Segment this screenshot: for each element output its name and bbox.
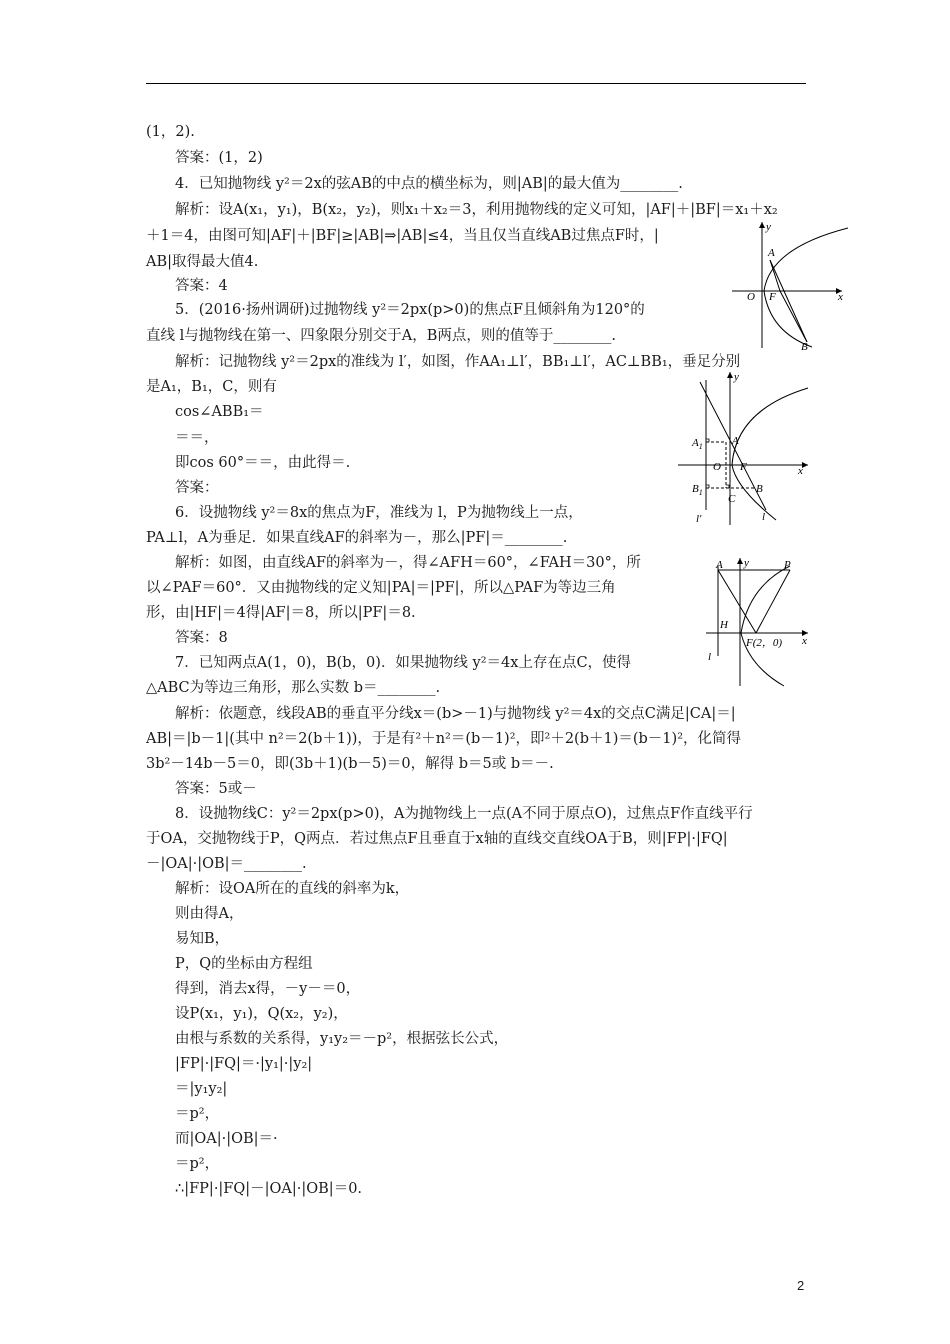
page-number: 2	[797, 1278, 805, 1293]
text-line: 解析：依题意，线段AB的垂直平分线x＝(b>－1)与抛物线 y²＝4x的交点C满足|CA|＝|	[175, 706, 736, 722]
text-line: AB|取得最大值4.	[146, 254, 259, 270]
answer-line: 答案：5或－	[175, 781, 257, 797]
text-line: 形，由|HF|＝4得|AF|＝8，所以|PF|＝8.	[146, 605, 416, 621]
label-l: l	[762, 511, 766, 523]
label-B1: $B_1$	[692, 483, 703, 497]
label-l-prime: l′	[696, 513, 702, 525]
label-x: x	[798, 465, 803, 477]
text-line: |FP|·|FQ|＝·|y₁|·|y₂|	[175, 1056, 313, 1072]
text-line: 是A₁，B₁，C，则有	[146, 379, 277, 395]
problem-7: 7．已知两点A(1，0)，B(b，0)．如果抛物线 y²＝4x上存在点C，使得	[175, 655, 632, 671]
header-rule	[146, 83, 806, 84]
label-A: A	[716, 559, 723, 571]
label-A1: $A_1$	[692, 437, 703, 451]
label-x: x	[802, 635, 807, 647]
label-F: F	[740, 461, 747, 473]
text-line: ＝p²，	[175, 1106, 220, 1122]
label-P: P	[784, 559, 791, 571]
text-line: PA⊥l，A为垂足．如果直线AF的斜率为－，那么|PF|＝________.	[146, 530, 568, 546]
text-line: 解析：如图，由直线AF的斜率为－，得∠AFH＝60°，∠FAH＝30°，所	[175, 555, 641, 571]
text-line: 而|OA|·|OB|＝·	[175, 1131, 278, 1147]
text-line: ∴|FP|·|FQ|－|OA|·|OB|＝0.	[175, 1181, 363, 1197]
label-l: l	[708, 651, 712, 663]
text-line: ＝＝，	[175, 430, 219, 446]
text-line: 设P(x₁，y₁)，Q(x₂，y₂)，	[175, 1006, 348, 1022]
label-A: A	[768, 247, 775, 259]
figure-triangle-paf	[704, 556, 814, 690]
problem-4: 4．已知抛物线 y²＝2x的弦AB的中点的横坐标为，则|AB|的最大值为________.	[175, 176, 683, 192]
text-line: 易知B，	[175, 931, 230, 947]
answer-line: 答案：(1，2)	[175, 150, 263, 166]
label-O: O	[747, 291, 755, 303]
problem-5: 5．(2016·扬州调研)过抛物线 y²＝2px(p>0)的焦点F且倾斜角为120°的	[175, 302, 645, 318]
answer-line: 答案：4	[175, 278, 228, 294]
text-line: ＋1＝4，由图可知|AF|＋|BF|≥|AB|⇒|AB|≤4，当且仅当直线AB过焦点F时，|	[146, 228, 659, 244]
label-O: O	[713, 461, 721, 473]
text-line: 以∠PAF＝60°．又由抛物线的定义知|PA|＝|PF|，所以△PAF为等边三角	[146, 580, 616, 596]
text-line: 解析：记抛物线 y²＝2px的准线为 l′，如图，作AA₁⊥l′，BB₁⊥l′，AC⊥BB₁，垂足分别	[175, 354, 741, 370]
answer-line: 答案：	[175, 480, 219, 496]
label-C: C	[728, 493, 736, 505]
figure-parabola-chord	[730, 220, 850, 353]
text-line: cos∠ABB₁＝	[175, 404, 264, 420]
answer-line: 答案：8	[175, 630, 228, 646]
label-H: H	[720, 619, 728, 631]
text-line: 解析：设OA所在的直线的斜率为k，	[175, 881, 410, 897]
label-y: y	[744, 557, 749, 569]
text-line: P，Q的坐标由方程组	[175, 956, 313, 972]
label-y: y	[766, 221, 771, 233]
label-F: F(2，0)	[746, 637, 783, 649]
text-line: (1，2).	[146, 124, 195, 140]
text-line: 则由得A，	[175, 906, 244, 922]
text-line: 得到，消去x得，－y－＝0，	[175, 981, 361, 997]
label-F: F	[769, 291, 776, 303]
text-line: 即cos 60°＝＝，由此得＝.	[175, 455, 351, 471]
text-line: ＝|y₁y₂|	[175, 1081, 228, 1097]
text-line: －|OA|·|OB|＝________.	[146, 856, 307, 872]
label-y: y	[734, 371, 739, 383]
text-line: 由根与系数的关系得，y₁y₂＝－p²，根据弦长公式，	[175, 1031, 509, 1047]
label-B: B	[756, 483, 763, 495]
text-line: AB|＝|b－1|(其中 n²＝2(b＋1))，于是有²＋n²＝(b－1)²，即²＋2(b＋1)＝(b－1)²，化简得	[146, 731, 742, 747]
problem-6: 6．设抛物线 y²＝8x的焦点为F，准线为 l，P为抛物线上一点，	[175, 505, 583, 521]
text-line: 直线 l与抛物线在第一、四象限分别交于A，B两点，则的值等于________.	[146, 328, 616, 344]
text-line: 3b²－14b－5＝0，即(3b＋1)(b－5)＝0，解得 b＝5或 b＝－.	[146, 756, 554, 772]
text-line: ＝p²，	[175, 1156, 220, 1172]
text-line: 解析：设A(x₁，y₁)，B(x₂，y₂)，则x₁＋x₂＝3，利用抛物线的定义可知，|AF|＋|BF|＝x₁＋x₂	[175, 202, 778, 218]
problem-8: 8．设抛物线C：y²＝2px(p>0)，A为抛物线上一点(A不同于原点O)，过焦点F作直线平行	[175, 806, 753, 822]
label-x: x	[838, 291, 843, 303]
label-A: A	[732, 435, 739, 447]
text-line: △ABC为等边三角形，那么实数 b＝________.	[146, 680, 441, 696]
label-B: B	[801, 341, 808, 353]
figure-directrix-projection	[676, 370, 816, 528]
text-line: 于OA，交抛物线于P，Q两点．若过焦点F且垂直于x轴的直线交直线OA于B，则|FP|·|FQ|	[146, 831, 728, 847]
